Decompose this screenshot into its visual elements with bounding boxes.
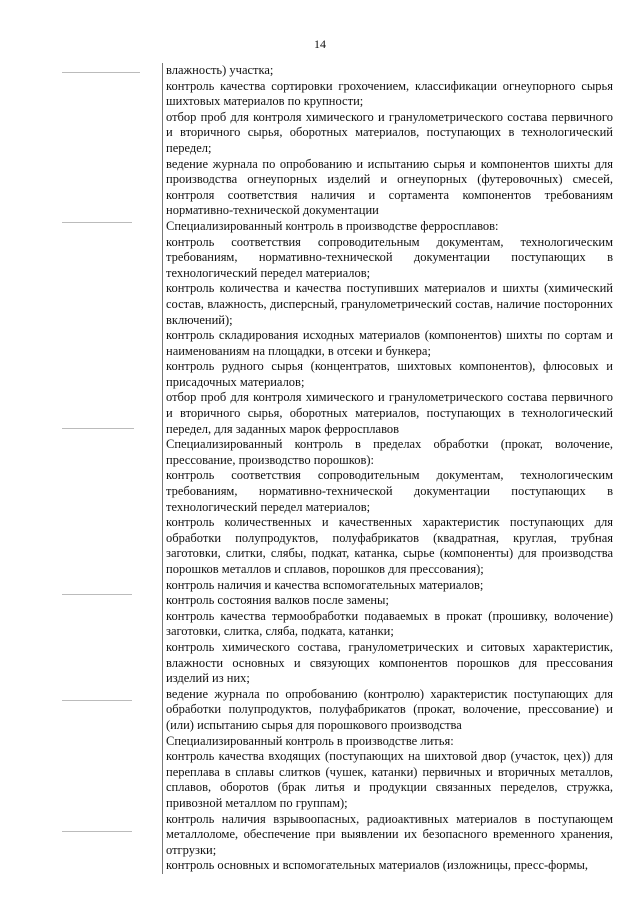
paragraph: контроль качества термообработки подаваемых в прокат (прошивку, волочение) заготовки, слитка, сляба, подката, катанки; — [162, 609, 613, 640]
paragraph: отбор проб для контроля химического и гранулометрического состава первичного и вторичного сырья, оборотных материалов, поступающих в технологический передел; — [162, 110, 613, 157]
paragraph: контроль соответствия сопроводительным документам, технологическим требованиям, нормативно-технической документации поступающих в технологический передел материалов; — [162, 235, 613, 282]
paragraph: контроль складирования исходных материалов (компонентов) шихты по сортам и наименованиям на площадки, в отсеки и бункера; — [162, 328, 613, 359]
paragraph: контроль рудного сырья (концентратов, шихтовых компонентов), флюсовых и присадочных материалов; — [162, 359, 613, 390]
paragraph: ведение журнала по опробованию и испытанию сырья и компонентов шихты для производства огнеупорных изделий и огнеупорных (футеровочных) смесей, контроля соответствия наличия и сортамента компонентов требованиям нормативно-технической документации — [162, 157, 613, 219]
paragraph: контроль качества входящих (поступающих на шихтовой двор (участок, цех)) для переплава в сплавы слитков (чушек, катанки) первичных и вторичных металлов, сплавов, оборотов (брак литья и продукции связанных переделов, стружка, привозной металлом по группам); — [162, 749, 613, 811]
paragraph: контроль наличия взрывоопасных, радиоактивных материалов в поступающем металлоломе, обеспечение при выявлении их безопасного временного хранения, отгрузки; — [162, 812, 613, 859]
scan-artifact-line — [62, 831, 132, 832]
document-body — [166, 63, 613, 874]
paragraph: контроль количественных и качественных характеристик поступающих для обработки полупродуктов, полуфабрикатов (квадратная, круглая, трубная заготовки, слитки, слябы, подкат, катанка, сырье (компоненты) для производства порошков металлов и сплавов, порошков для прессования); — [162, 515, 613, 577]
scan-artifact-line — [62, 700, 132, 701]
paragraph: контроль количества и качества поступивших материалов и шихты (химический состав, влажность, дисперсный, гранулометрический состав, наличие посторонних включений); — [162, 281, 613, 328]
paragraph: контроль основных и вспомогательных материалов (изложницы, пресс-формы, — [162, 858, 613, 874]
paragraph: контроль химического состава, гранулометрических и ситовых характеристик, влажности основных и связующих компонентов порошков для прессования изделий из них; — [162, 640, 613, 687]
paragraph: отбор проб для контроля химического и гранулометрического состава первичного и вторичного сырья, оборотных материалов, поступающих в технологический передел, для заданных марок ферросплавов — [162, 390, 613, 437]
scan-artifact-line — [62, 428, 134, 429]
scan-artifact-line — [62, 72, 140, 73]
paragraph: ведение журнала по опробованию (контролю) характеристик поступающих для обработки полупродуктов, полуфабрикатов (прокат, волочение, прессование) и (или) испытанию сырья для порошкового производства — [162, 687, 613, 734]
section-heading: Специализированный контроль в производстве ферросплавов: — [162, 219, 613, 235]
paragraph: контроль качества сортировки грохочением, классификации огнеупорного сырья шихтовых материалов по крупности; — [162, 79, 613, 110]
paragraph: контроль соответствия сопроводительным документам, технологическим требованиям, нормативно-технической документации поступающих в технологический передел материалов; — [162, 468, 613, 515]
scan-artifact-line — [62, 594, 132, 595]
paragraph: влажность) участка; — [162, 63, 613, 79]
page-number: 14 — [314, 37, 326, 51]
paragraph: контроль состояния валков после замены; — [162, 593, 613, 609]
section-heading: Специализированный контроль в производстве литья: — [162, 734, 613, 750]
paragraph: контроль наличия и качества вспомогательных материалов; — [162, 578, 613, 594]
scan-artifact-line — [62, 222, 132, 223]
section-heading: Специализированный контроль в пределах обработки (прокат, волочение, прессование, производство порошков): — [162, 437, 613, 468]
